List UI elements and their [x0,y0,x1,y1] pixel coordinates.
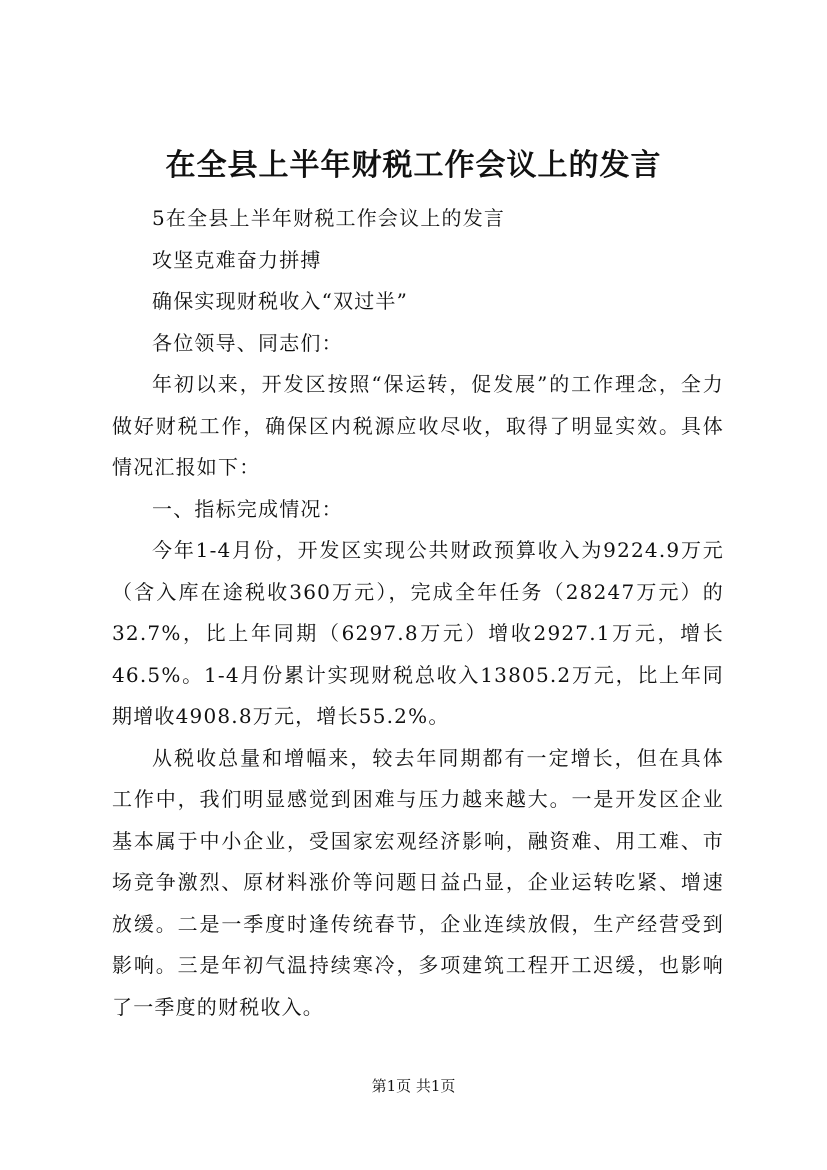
paragraph-figures: 今年1-4月份，开发区实现公共财政预算收入为9224.9万元（含入库在途税收360万元），完成全年任务（28247万元）的32.7%，比上年同期（6297.8万元）增收2927.1万元，增长46.5%。1-4月份累计实现财税总收入13805.2万元，比上年同期增收4908.8万元，增长55.2%。 [112,538,724,728]
paragraph-analysis: 从税收总量和增幅来，较去年同期都有一定增长，但在具体工作中，我们明显感觉到困难与压力越来越大。一是开发区企业基本属于中小企业，受国家宏观经济影响，融资难、用工难、市场竞争激烈、原材料涨价等问题日益凸显，企业运转吃紧、增速放缓。二是一季度时逢传统春节，企业连续放假，生产经营受到影响。三是年初气温持续寒冷，多项建筑工程开工迟缓，也影响了一季度的财税收入。 [112,745,724,1019]
document-title: 在全县上半年财税工作会议上的发言 [165,148,662,183]
document-body [112,198,724,1028]
paragraph-subtitle-1: 攻坚克难奋力拼搏 [152,247,322,272]
page-footer: 第1页 共1页 [371,1077,456,1095]
paragraph-section-heading: 一、指标完成情况： [152,496,343,521]
paragraph-subtitle-2: 确保实现财税收入“双过半” [152,289,409,313]
paragraph-intro: 年初以来，开发区按照“保运转，促发展”的工作理念，全力做好财税工作，确保区内税源应收尽收，取得了明显实效。具体情况汇报如下： [112,372,724,479]
paragraph-heading-repeat: 5在全县上半年财税工作会议上的发言 [152,206,506,230]
paragraph-greeting: 各位领导、同志们： [152,330,343,355]
